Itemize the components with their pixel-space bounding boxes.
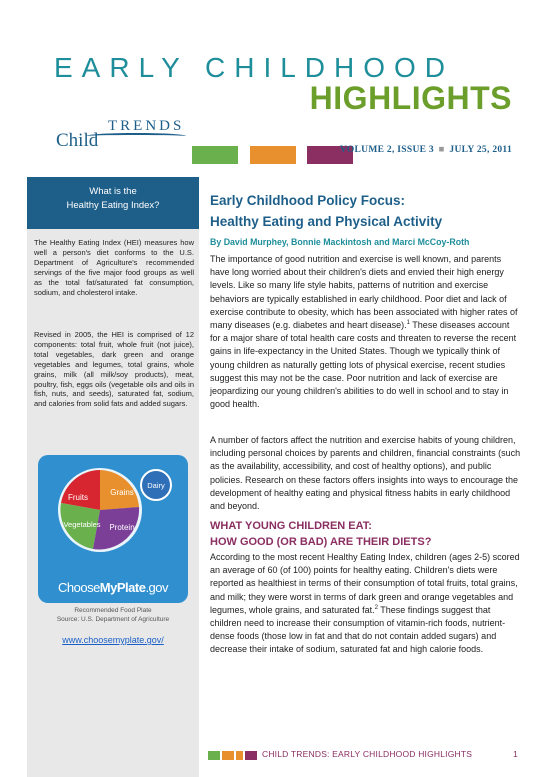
footer-bar-green <box>208 751 220 760</box>
plate-caption-title: Recommended Food Plate <box>74 607 152 614</box>
paragraph-3-part-a: According to the most recent Healthy Eating Index, children (ages 2-5) scored an average of 60 (of 100) points for healthy eating. Children's diets were reported as healthiest in terms of their consumption of total fruits, total grains, and milk; they were worst in terms of dark green and orange vegetables and legumes, whole grains, and saturated fat. <box>210 552 520 615</box>
footer-bar-orange <box>222 751 234 760</box>
footnote-ref-1: 1 <box>406 320 410 327</box>
footer-bar-magenta <box>245 751 257 760</box>
brand-choose: Choose <box>57 580 100 595</box>
footnote-ref-2: 2 <box>374 604 378 611</box>
color-bar-orange <box>250 146 296 164</box>
logo-swoosh <box>86 133 186 139</box>
article-title <box>210 190 520 232</box>
issue-separator-icon: ■ <box>438 145 445 155</box>
plate-grains-label: Grains <box>110 488 134 497</box>
paragraph-1-part-b: These diseases account for a major share of total health care costs and threaten to reverse the recent gains in life-expectancy in the United States. Though we typically think of young children as naturally getting lots of physical exercise, recent studies suggest this may not be the case. Poor nutrition and lack of exercise are jeopardizing our young children's abilities to do well in school and to stay in good health. <box>210 320 517 410</box>
article-paragraph-1 <box>210 253 521 411</box>
sidebar-heading-line2: Healthy Eating Index? <box>66 200 160 211</box>
issue-date: JULY 25, 2011 <box>449 145 512 155</box>
plate-vegetables-label: Vegetables <box>63 520 101 529</box>
sidebar-paragraph-2: Revised in 2005, the HEI is comprised of 12 components: total fruit, whole fruit (not juice), total vegetables, dark green and orange vegetables and legumes, total grains, whole grains, milk (all milk/soy products), meat, poultry, fish, eggs oils (vegetable oils and oils in fish, nuts, and seeds), saturated fat, sodium, and calories from solid fats and added sugars. <box>34 330 194 409</box>
masthead-title: EARLY CHILDHOOD <box>54 52 455 83</box>
plate-fruits-label: Fruits <box>68 493 88 502</box>
paragraph-3-part-b: These findings suggest that children need to increase their consumption of vitamin-rich foods, nutrient-dense foods (those low in fat and that do not contain added sugars) and decrease their intake of sodium, saturated fat and high calorie foods. <box>210 604 506 655</box>
sidebar-heading <box>27 177 199 229</box>
brand-myplate: MyPlate <box>99 580 146 595</box>
child-trends-logo <box>56 118 186 154</box>
choosemyplate-brand <box>38 580 188 595</box>
article-title-line2: Healthy Eating and Physical Activity <box>210 214 443 229</box>
plate-dairy-label: Dairy <box>147 481 165 490</box>
brand-gov: .gov <box>145 580 169 595</box>
choosemyplate-link[interactable]: www.choosemyplate.gov/ <box>62 635 164 645</box>
paragraph-1-part-a: The importance of good nutrition and exercise is well known, and parents have long worried about their children's diets and envied their high energy levels. Like so many life style habits, patterns of nutrition and exercise behaviors are typically established in early childhood. Poor diet and lack of exercise contribute to obesity, which has been associated with higher rates of many diseases (e.g. diabetes and heart disease). <box>210 254 518 331</box>
masthead-highlights: HIGHLIGHTS <box>309 80 512 116</box>
footer-label: CHILD TRENDS: EARLY CHILDHOOD HIGHLIGHTS <box>262 749 473 759</box>
myplate-icon <box>38 455 188 573</box>
plate-caption-source: Source: U.S. Department of Agriculture <box>56 616 170 623</box>
section-heading-line2: HOW GOOD (OR BAD) ARE THEIR DIETS? <box>210 536 432 548</box>
article-paragraph-2: A number of factors affect the nutrition and exercise habits of young children, including personal choices by parents and children, financial constraints (such as the availability, accessibility, and cost of healthy options), and public policies. Research on these factors offers insights into ways to encourage the development of healthy eating and physical fitness habits in early childhood and beyond. <box>210 435 521 512</box>
plate-protein-label: Protein <box>109 523 135 532</box>
article-byline: By David Murphey, Bonnie Mackintosh and Marci McCoy-Roth <box>210 237 470 247</box>
page-number: 1 <box>513 749 518 759</box>
article-title-line1: Early Childhood Policy Focus: <box>210 193 406 208</box>
section-heading-line1: WHAT YOUNG CHILDREN EAT: <box>210 520 372 532</box>
issue-volume: VOLUME 2, ISSUE 3 <box>339 145 434 155</box>
logo-child-text: Child <box>56 130 99 151</box>
logo-trends-text: TRENDS <box>108 118 185 134</box>
sidebar-paragraph-1: The Healthy Eating Index (HEI) measures how well a person's diet conforms to the U.S. Department of Agriculture's recommended servings of the five major food groups as well as the total fat/saturated fat consumption, sodium, and cholesterol intake. <box>34 238 194 297</box>
footer-bar-orange-2 <box>236 751 243 760</box>
sidebar-heading-line1: What is the <box>89 186 137 197</box>
myplate-graphic <box>38 455 188 603</box>
section-heading <box>210 518 520 550</box>
issue-info <box>340 145 512 155</box>
article-paragraph-3 <box>210 551 521 657</box>
color-bar-green <box>192 146 238 164</box>
